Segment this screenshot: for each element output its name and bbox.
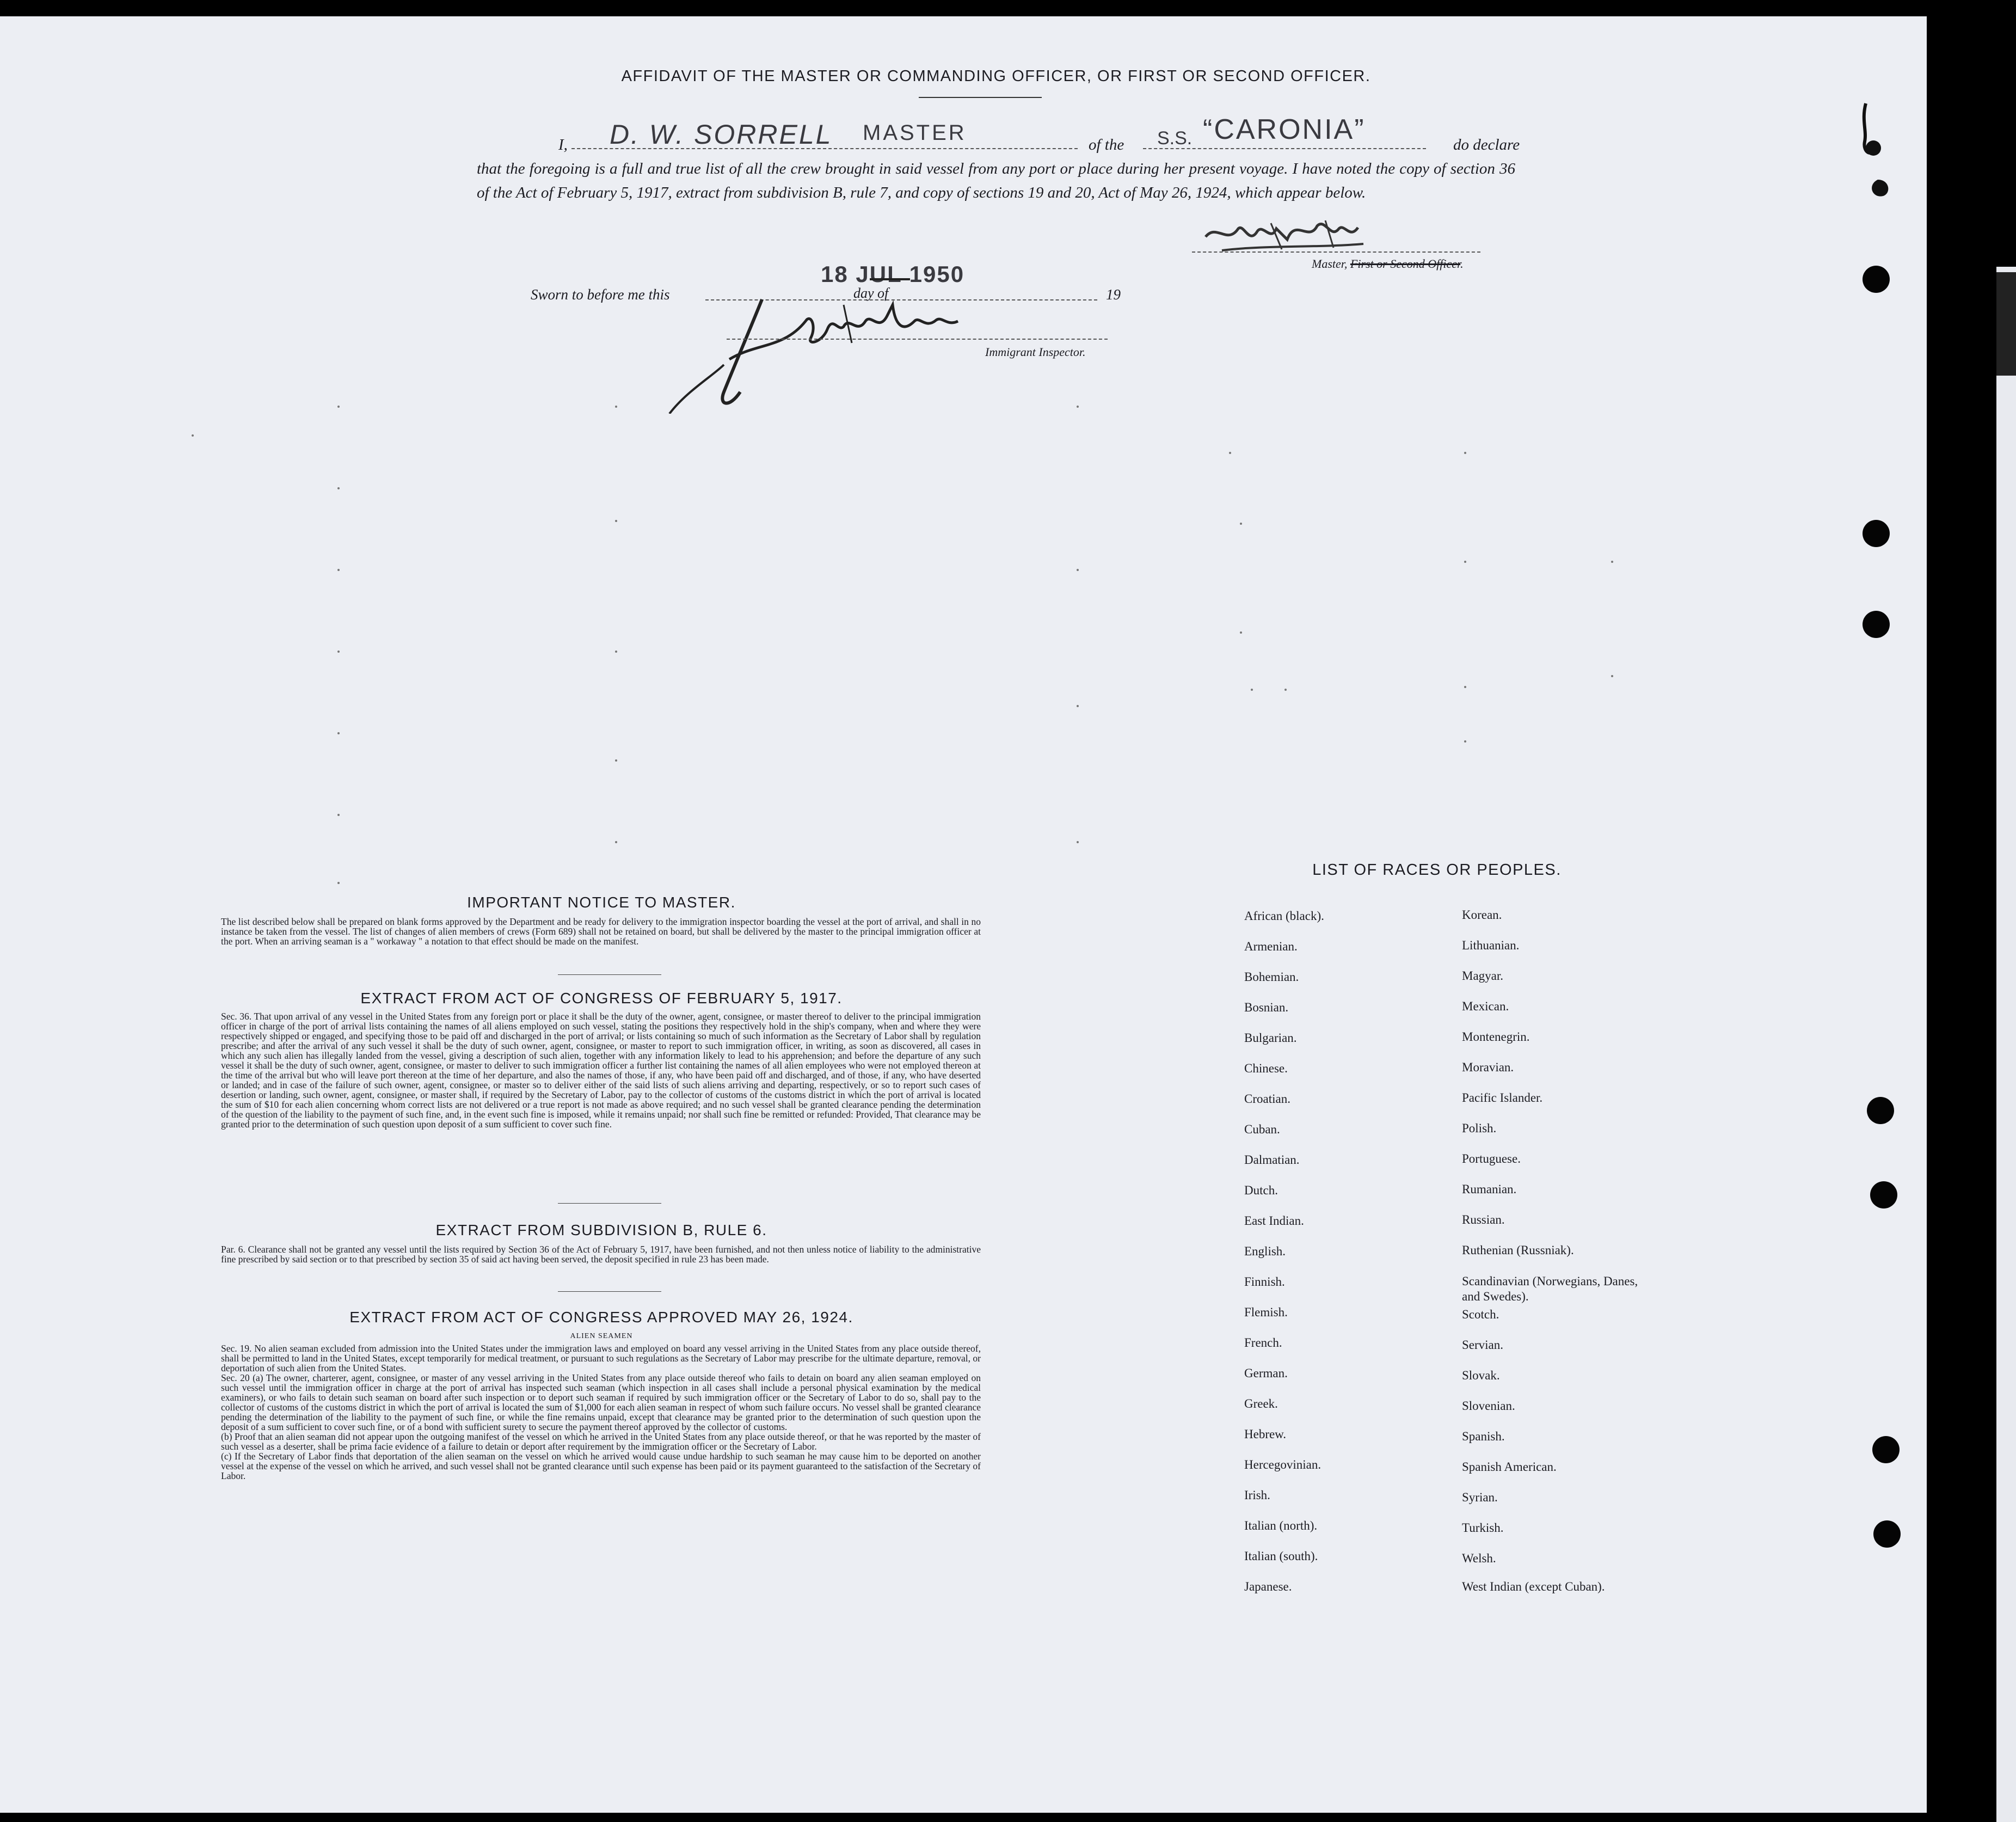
master-name: D. W. SORRELL: [610, 119, 833, 150]
race-item: Turkish.: [1462, 1521, 1504, 1535]
affidavit-title: AFFIDAVIT OF THE MASTER OR COMMANDING OFFICER, OR FIRST OR SECOND OFFICER.: [621, 68, 1371, 85]
race-item: Bosnian.: [1244, 1001, 1289, 1014]
races-title: LIST OF RACES OR PEOPLES.: [1312, 861, 1562, 879]
officer-label-master: Master,: [1312, 257, 1348, 271]
race-item: Welsh.: [1462, 1551, 1496, 1565]
master-signature: [1200, 207, 1407, 261]
race-item: Polish.: [1462, 1121, 1497, 1135]
rule6-rule: [558, 1291, 661, 1292]
binding-hole: [1863, 520, 1890, 547]
adjacent-page-dark-band: [1996, 272, 2016, 376]
race-item: Italian (north).: [1244, 1519, 1318, 1532]
extract-1924-subtitle: ALIEN SEAMEN: [570, 1332, 633, 1340]
extract-1917-text: Sec. 36. That upon arrival of any vessel in the United States from any foreign port or place it shall be the duty of the owner, agent, consignee, or master thereof to deliver to the principal immigration officer in charge of the port of arrival lists containing the names of all aliens employed on such vessel, stating the positions they respectively hold in the ship's company, when and where they were respectively shipped or engaged, and specifying those to be paid off and discharged in the port of arrival; or lists containing so much of such information as the Secretary of Labor shall by regulation prescribe; and after the arrival of any such vessel it shall be the duty of such owner, agent, consignee, or master to report to such immigration officer, in writing, as soon as discovered, all cases in which any such alien has illegally landed from the vessel, giving a description of such alien, together with any information likely to lead to his apprehension; and before the departure of any such vessel it shall be the duty of such owner, agent, consignee, or master to deliver to such immigration officer a further list containing the names of all alien employees who were not employed thereon at the time of the arrival but who will leave port thereon at the time of her departure, and also the names of those, if any, who have been paid off and discharged, and of those, if any, who have deserted or landed; and in case of the failure of such owner, agent, consignee, or master so to deliver either of the said lists of such aliens arriving and departing, respectively, or so to report such cases of desertion or landing, such owner, agent, consignee, or master shall, if required by the Secretary of Labor, pay to the collector of customs of the customs district in which the port of arrival is located the sum of $10 for each alien concerning whom correct lists are not delivered or a true report is not made as above required; and no such vessel shall be granted clearance pending the determination of the question of the liability to the payment of such fine, and, in the event such fine is imposed, while it remains unpaid; nor shall such fine be remitted or refunded: Provided, That clearance may be granted prior to the determination of such question upon deposit of a sum sufficient to cover such fine.: [221, 1011, 981, 1130]
race-item: English.: [1244, 1244, 1286, 1258]
race-item: Portuguese.: [1462, 1152, 1521, 1165]
sec20b-text: (b) Proof that an alien seaman did not appear upon the outgoing manifest of the vessel on which he arrived in the United States from any place outside thereof, or that he was reported by the master of such vessel as a deserter, shall be prima facie evidence of a failure to detain or deport after requirement by the immigration officer or the Secretary of Labor.: [221, 1431, 981, 1452]
race-item: Ruthenian (Russniak).: [1462, 1243, 1574, 1257]
date-stamp-strike: [870, 278, 910, 280]
declaration-text: that the foregoing is a full and true list of all the crew brought in said vessel from any port or place during her present voyage. I have noted the copy of section 36 of the Act of February 5, 1917, extract from subdivision B, rule 7, and copy of sections 19 and 20, Act of May 26, 1924, which appear below.: [477, 160, 1515, 201]
race-item: Bohemian.: [1244, 970, 1299, 984]
race-item: Dalmatian.: [1244, 1153, 1300, 1167]
title-rule: [919, 97, 1042, 98]
signature-line: [1192, 251, 1480, 253]
race-item: French.: [1244, 1336, 1282, 1349]
race-item: East Indian.: [1244, 1214, 1304, 1228]
officer-label-struck: First or Second Officer: [1350, 257, 1461, 271]
inspector-signature: [664, 283, 1012, 414]
officer-label-period: .: [1460, 257, 1464, 271]
race-item: Hebrew.: [1244, 1427, 1287, 1441]
race-item: Finnish.: [1244, 1275, 1285, 1289]
race-item: Croatian.: [1244, 1092, 1290, 1106]
date-stamp-text: 18 JUL 1950: [821, 261, 965, 287]
day-of-label: day of: [853, 285, 889, 301]
race-item: Hercegovinian.: [1244, 1458, 1322, 1471]
race-item: Servian.: [1462, 1338, 1504, 1352]
i-label: I,: [558, 136, 568, 154]
race-item: Flemish.: [1244, 1305, 1288, 1319]
race-item: Syrian.: [1462, 1490, 1498, 1504]
inspector-line: [727, 339, 1108, 340]
race-item: West Indian (except Cuban).: [1462, 1580, 1605, 1593]
race-item: Magyar.: [1462, 969, 1504, 983]
binding-hole: [1872, 1436, 1900, 1463]
race-item: Japanese.: [1244, 1580, 1292, 1593]
race-item: Scandinavian (Norwegians, Danes, and Swedes).: [1462, 1274, 1638, 1303]
race-item: Greek.: [1244, 1397, 1278, 1410]
rule6-title: EXTRACT FROM SUBDIVISION B, RULE 6.: [435, 1222, 767, 1238]
race-item: Dutch.: [1244, 1183, 1278, 1197]
notice-rule: [558, 974, 661, 975]
race-item: Italian (south).: [1244, 1549, 1318, 1563]
extract-1924-body: [221, 1344, 981, 1481]
sec20c-text: (c) If the Secretary of Labor finds that deportation of the alien seaman on the vessel on which he arrived would cause undue hardship to such seaman he may cause him to be deported on another vessel at the expense of the vessel on which he arrived, and such vessel shall not be granted clearance until such expense has been paid or its payment guaranteed to the satisfaction of the Secretary of Labor.: [221, 1451, 981, 1481]
master-rank: MASTER: [863, 121, 967, 145]
race-item: Montenegrin.: [1462, 1030, 1530, 1044]
race-item: Korean.: [1462, 908, 1502, 922]
race-item: Lithuanian.: [1462, 938, 1520, 952]
ship-prefix: S.S.: [1157, 128, 1193, 149]
rule6-text: Par. 6. Clearance shall not be granted any vessel until the lists required by Section 36 of the Act of February 5, 1917, have been furnished, and not then unless notice of liability to the administrative fine prescribed by said section or to that prescribed by section 35 of said act having been served, the deposit specified in rule 23 has been made.: [221, 1244, 981, 1265]
binding-hole: [1863, 266, 1890, 293]
binding-hole: [1873, 1520, 1901, 1548]
race-item: Bulgarian.: [1244, 1031, 1297, 1045]
sec20a-text: Sec. 20 (a) The owner, charterer, agent, consignee, or master of any vessel arriving in the United States from any place outside thereof who fails to detain on board any alien seaman employed on such vessel until the immigration officer in charge at the port of arrival has inspected such seaman (which inspection in all cases shall include a personal physical examination by the medical examiners), or who fails to detain such seaman on board after such inspection or to deport such seaman if required by such immigration officer or the Secretary of Labor to do so, shall pay to the collector of customs of the customs district in which the port of arrival is located the sum of $1,000 for each alien seaman in respect of whom such failure occurs. No vessel shall be granted clearance pending the determination of the liability to the payment of such fine, or while the fine remains unpaid, except that clearance may be granted prior to the determination of such question upon the deposit of a sum sufficient to cover such fine, or of a bond with sufficient surety to secure the payment thereof approved by the collector of customs.: [221, 1372, 981, 1432]
race-item: Rumanian.: [1462, 1182, 1517, 1196]
race-item: Mexican.: [1462, 999, 1509, 1013]
binding-hole: [1870, 1181, 1897, 1208]
ship-line: [1143, 148, 1426, 149]
ship-name: “CARONIA”: [1203, 114, 1366, 145]
hole-punch-marks: [1829, 98, 1894, 207]
do-declare-label: do declare: [1453, 136, 1520, 154]
year-prefix: 19: [1106, 286, 1121, 303]
race-item: Russian.: [1462, 1213, 1505, 1226]
sworn-label: Sworn to before me this: [531, 286, 670, 303]
name-line: [571, 148, 1078, 149]
race-item: African (black).: [1244, 909, 1324, 923]
notice-text: The list described below shall be prepared on blank forms approved by the Department and be ready for delivery to the immigration inspector boarding the vessel at the port of arrival, and shall in no instance be taken from the vessel. The list of changes of alien members of crews (Form 689) shall not be retained on board, but shall be delivered by the master to the principal immigration officer at the port. When an arriving seaman is a " workaway " a notation to that effect should be made on the manifest.: [221, 916, 981, 947]
sec19-text: Sec. 19. No alien seaman excluded from admission into the United States under the immigration laws and employed on board any vessel arriving in the United States from any place outside thereof, shall be permitted to land in the United States, except temporarily for medical treatment, or pursuant to such regulations as the Secretary of Labor may prescribe for the ultimate departure, removal, or deportation of such alien from the United States.: [221, 1343, 981, 1373]
race-item: Irish.: [1244, 1488, 1270, 1502]
race-item: Chinese.: [1244, 1062, 1288, 1075]
extract-1924-title: EXTRACT FROM ACT OF CONGRESS APPROVED MAY 26, 1924.: [349, 1309, 853, 1326]
race-item: Scotch.: [1462, 1308, 1499, 1321]
race-item: Spanish American.: [1462, 1460, 1557, 1474]
notice-title: IMPORTANT NOTICE TO MASTER.: [467, 894, 736, 911]
binding-hole: [1867, 1097, 1894, 1124]
race-item: Slovak.: [1462, 1369, 1500, 1382]
race-item: Pacific Islander.: [1462, 1091, 1543, 1105]
race-item: Cuban.: [1244, 1122, 1280, 1136]
race-item: Moravian.: [1462, 1060, 1514, 1074]
binding-hole: [1863, 611, 1890, 638]
of-the-label: of the: [1089, 136, 1124, 154]
race-item: Slovenian.: [1462, 1399, 1515, 1413]
adjacent-page-edge: [1996, 267, 2016, 1822]
inspector-label: Immigrant Inspector.: [985, 345, 1086, 359]
race-item: German.: [1244, 1366, 1288, 1380]
extract-1917-rule: [558, 1203, 661, 1204]
extract-1917-title: EXTRACT FROM ACT OF CONGRESS OF FEBRUARY 5, 1917.: [360, 990, 843, 1007]
race-item: Armenian.: [1244, 940, 1298, 953]
race-item: Spanish.: [1462, 1430, 1505, 1443]
officer-label: [1312, 257, 1464, 271]
